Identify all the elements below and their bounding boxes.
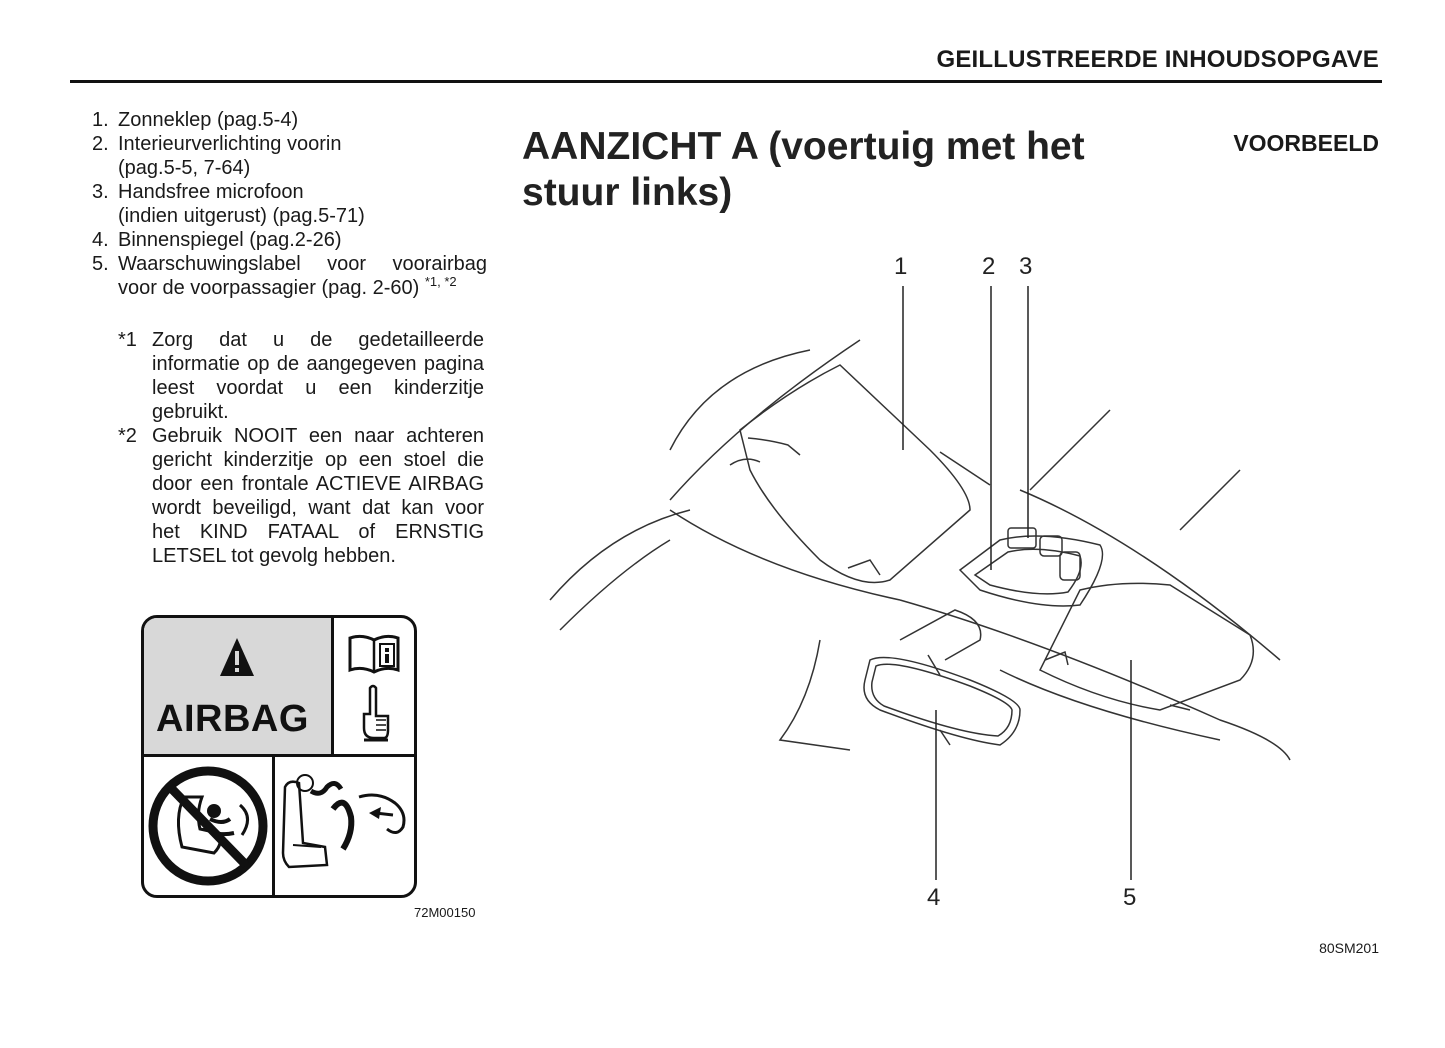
prohibition-cell <box>144 757 275 895</box>
page-title-line-2: stuur links) <box>522 171 733 214</box>
seat-airbag-cell <box>275 757 414 895</box>
callout-2: 2 <box>982 253 996 280</box>
item-text: Zonneklep (pag.5-4) <box>118 109 299 131</box>
note-text: Zorg dat u de gedetailleerde informatie op de aangegeven pagina leest voordat u een kinderzitje gebruikt. <box>152 329 484 423</box>
notes-list <box>118 328 484 568</box>
header-rule <box>70 80 1382 83</box>
list-item <box>92 132 487 180</box>
callout-leaders <box>903 286 1131 880</box>
footnote-ref: *1, *2 <box>424 274 457 289</box>
item-number: 2. <box>92 133 109 155</box>
item-text: Handsfree microfoon <box>118 181 304 203</box>
item-text: Interieurverlichting voorin <box>118 133 342 155</box>
list-item <box>92 180 487 228</box>
item-text-cont: voor de voorpassagier (pag. 2-60) <box>118 277 420 299</box>
note-item <box>118 328 484 424</box>
warning-triangle-icon <box>144 618 331 698</box>
no-rear-facing-child-seat-icon <box>144 757 272 895</box>
seat-airbag-icon <box>275 757 414 895</box>
list-item <box>92 228 487 252</box>
callout-3: 3 <box>1019 253 1033 280</box>
page-title-line-1: AANZICHT A (voertuig met het <box>522 125 1085 168</box>
callout-5: 5 <box>1123 884 1137 911</box>
label-image-code: 72M00150 <box>414 905 476 920</box>
item-text: Waarschuwingslabel voor voorairbag <box>118 253 487 275</box>
manual-book-icon <box>334 630 414 680</box>
item-number: 1. <box>92 109 109 131</box>
list-item <box>92 108 487 132</box>
airbag-label-text: AIRBAG <box>156 698 309 740</box>
note-mark: *2 <box>118 425 137 447</box>
airbag-warning-label <box>141 615 417 898</box>
page-header-title: GEILLUSTREERDE INHOUDSOPGAVE <box>936 46 1379 73</box>
note-item <box>118 424 484 568</box>
warning-cell <box>144 618 334 757</box>
interior-view-diagram <box>520 240 1320 930</box>
page-title <box>522 124 1142 216</box>
item-number: 5. <box>92 253 109 275</box>
item-number: 4. <box>92 229 109 251</box>
note-text: Gebruik NOOIT een naar achteren gericht kinderzitje op een stoel die door een frontale ACTIEVE AIRBAG wordt beveiligd, want dat kan voor het KIND FATAAL of ERNSTIG LETSEL tot gevolg hebben. <box>152 425 484 567</box>
item-text: Binnenspiegel (pag.2-26) <box>118 229 342 251</box>
info-cell <box>334 618 414 757</box>
note-mark: *1 <box>118 329 137 351</box>
item-text-cont: (pag.5-5, 7-64) <box>118 157 251 179</box>
callout-1: 1 <box>894 253 908 280</box>
callout-4: 4 <box>927 884 941 911</box>
diagram-linework <box>550 340 1290 760</box>
list-item <box>92 252 487 300</box>
item-text-cont: (indien uitgerust) (pag.5-71) <box>118 205 365 227</box>
item-number: 3. <box>92 181 109 203</box>
component-list <box>92 108 487 300</box>
pointing-hand-icon <box>334 680 414 750</box>
example-label: VOORBEELD <box>1233 130 1379 156</box>
diagram-image-code: 80SM201 <box>1319 940 1379 956</box>
